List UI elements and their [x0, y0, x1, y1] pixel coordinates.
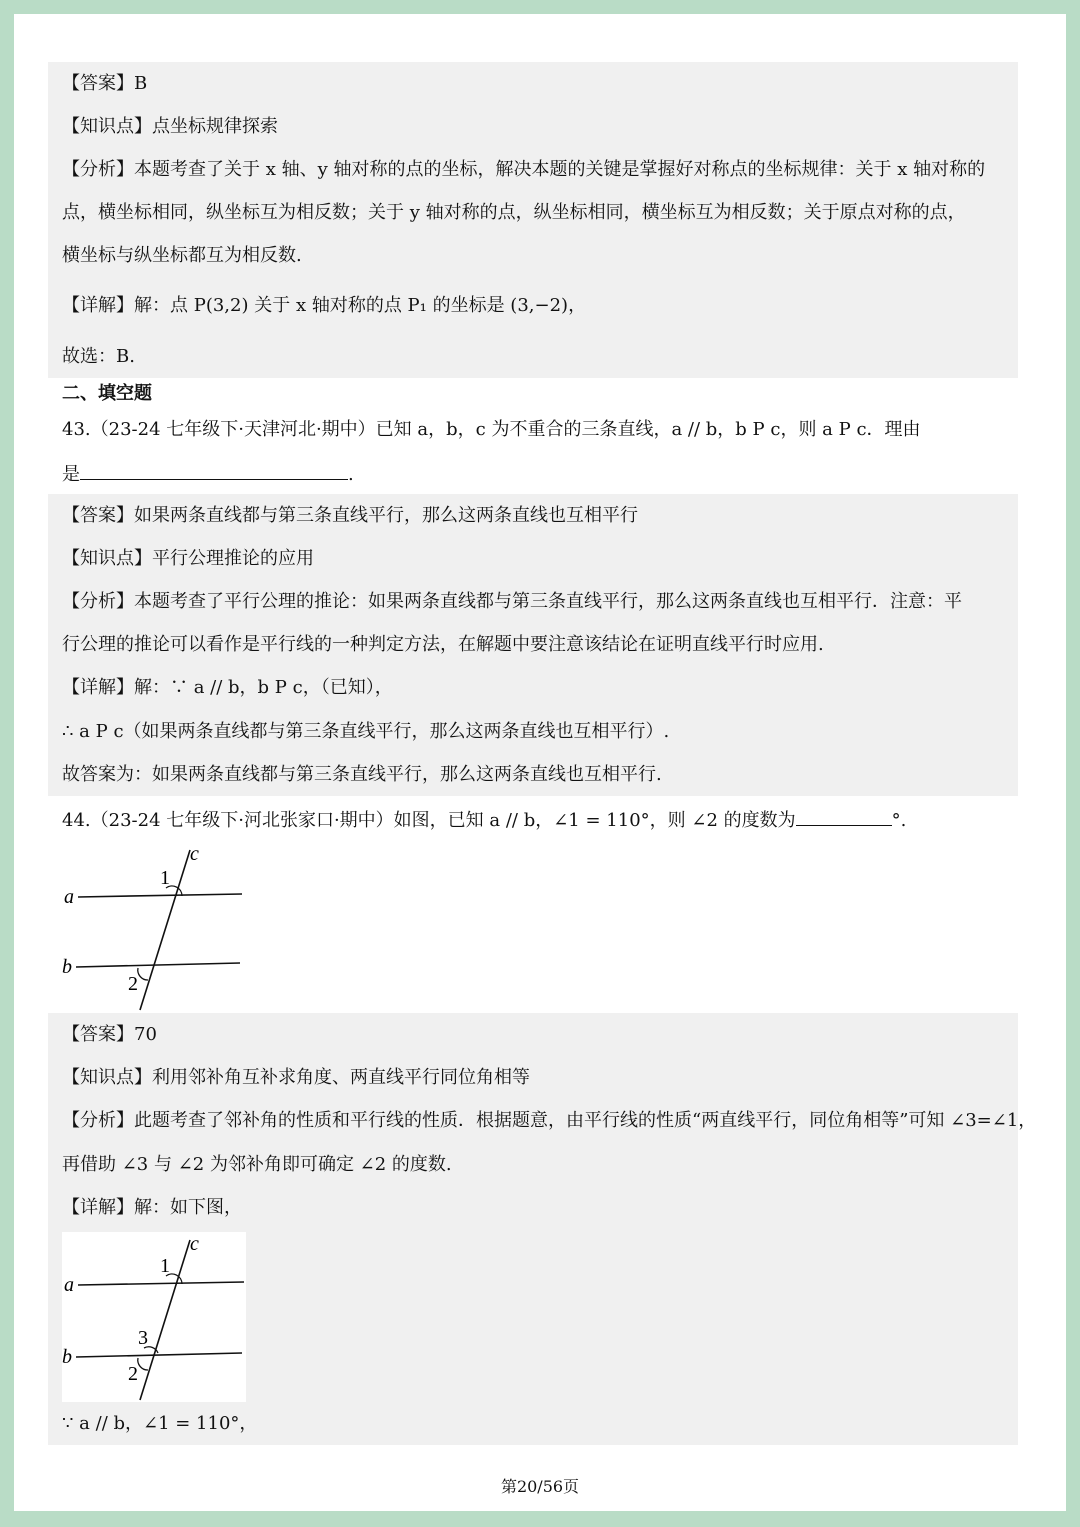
q43-final: 故答案为：如果两条直线都与第三条直线平行，那么这两条直线也互相平行.	[62, 764, 662, 785]
label-c: c	[190, 1233, 199, 1255]
q43-stem-prefix: 是	[62, 464, 80, 485]
q44-analysis-2: 再借助 ∠3 与 ∠2 为邻补角即可确定 ∠2 的度数.	[62, 1154, 452, 1175]
q43-stem-suffix: .	[348, 464, 354, 485]
q44-detail: 【详解】解：如下图，	[62, 1197, 242, 1218]
q43-detail-1: 【详解】解：∵ a // b，b P c，（已知），	[62, 677, 393, 698]
q43-answer-blank[interactable]	[80, 461, 348, 480]
q42-answer: 【答案】B	[62, 73, 148, 94]
label-angle-3: 3	[138, 1327, 148, 1349]
q43-answer: 【答案】如果两条直线都与第三条直线平行，那么这两条直线也互相平行	[62, 505, 638, 526]
q43-stem-1: 43.（23-24 七年级下·天津河北·期中）已知 a，b，c 为不重合的三条直线，a // b，b P c，则 a P c．理由	[62, 419, 921, 440]
q44-stem-prefix: 44.（23-24 七年级下·河北张家口·期中）如图，已知 a // b，∠1 = 110°，则 ∠2 的度数为	[62, 810, 796, 831]
q43-knowledge: 【知识点】平行公理推论的应用	[62, 548, 314, 569]
label-a: a	[64, 886, 74, 908]
q44-stem-suffix: °.	[891, 810, 907, 831]
q43-analysis-2: 行公理的推论可以看作是平行线的一种判定方法，在解题中要注意该结论在证明直线平行时应用.	[62, 634, 824, 655]
label-b: b	[62, 956, 72, 978]
q43-analysis-1: 【分析】本题考查了平行公理的推论：如果两条直线都与第三条直线平行，那么这两条直线也互相平行．注意：平	[62, 591, 962, 612]
line-a	[78, 894, 242, 897]
q42-analysis-3: 横坐标与纵坐标都互为相反数.	[62, 245, 302, 266]
q42-knowledge: 【知识点】点坐标规律探索	[62, 116, 278, 137]
label-b: b	[62, 1346, 72, 1368]
q42-choice: 故选：B.	[62, 346, 135, 367]
q43-stem-2	[62, 461, 354, 487]
q42-analysis-1: 【分析】本题考查了关于 x 轴、y 轴对称的点的坐标，解决本题的关键是掌握好对称点的坐标规律：关于 x 轴对称的	[62, 159, 986, 180]
q43-detail-2: ∴ a P c（如果两条直线都与第三条直线平行，那么这两条直线也互相平行）.	[62, 721, 670, 742]
q42-detail: 【详解】解：点 P(3,2) 关于 x 轴对称的点 P₁ 的坐标是 (3,−2)，	[62, 295, 587, 316]
label-c: c	[190, 843, 199, 865]
q44-because: ∵ a // b，∠1 = 110°，	[62, 1413, 258, 1434]
q44-answer: 【答案】70	[62, 1024, 157, 1045]
line-b	[76, 1353, 242, 1357]
label-angle-2: 2	[128, 973, 138, 995]
q42-analysis-2: 点，横坐标相同，纵坐标互为相反数；关于 y 轴对称的点，纵坐标相同，横坐标互为相反数；关于原点对称的点，	[62, 202, 966, 223]
q44-figure-1	[60, 842, 250, 1014]
q44-figure-2	[62, 1232, 246, 1402]
angle-2-arc	[138, 1358, 148, 1370]
label-a: a	[64, 1274, 74, 1296]
line-b	[76, 963, 240, 967]
label-angle-1: 1	[160, 1255, 170, 1277]
q44-stem	[62, 807, 906, 833]
label-angle-2: 2	[128, 1363, 138, 1385]
q44-analysis-1: 【分析】此题考查了邻补角的性质和平行线的性质．根据题意，由平行线的性质“两直线平行，同位角相等”可知 ∠3=∠1，	[62, 1110, 1037, 1131]
section-heading: 二、填空题	[62, 383, 152, 404]
q44-knowledge: 【知识点】利用邻补角互补求角度、两直线平行同位角相等	[62, 1067, 530, 1088]
page-number: 第20/56页	[500, 1477, 580, 1496]
angle-2-arc	[138, 968, 148, 980]
line-a	[78, 1282, 244, 1285]
label-angle-1: 1	[160, 867, 170, 889]
q44-answer-blank[interactable]	[796, 807, 892, 826]
